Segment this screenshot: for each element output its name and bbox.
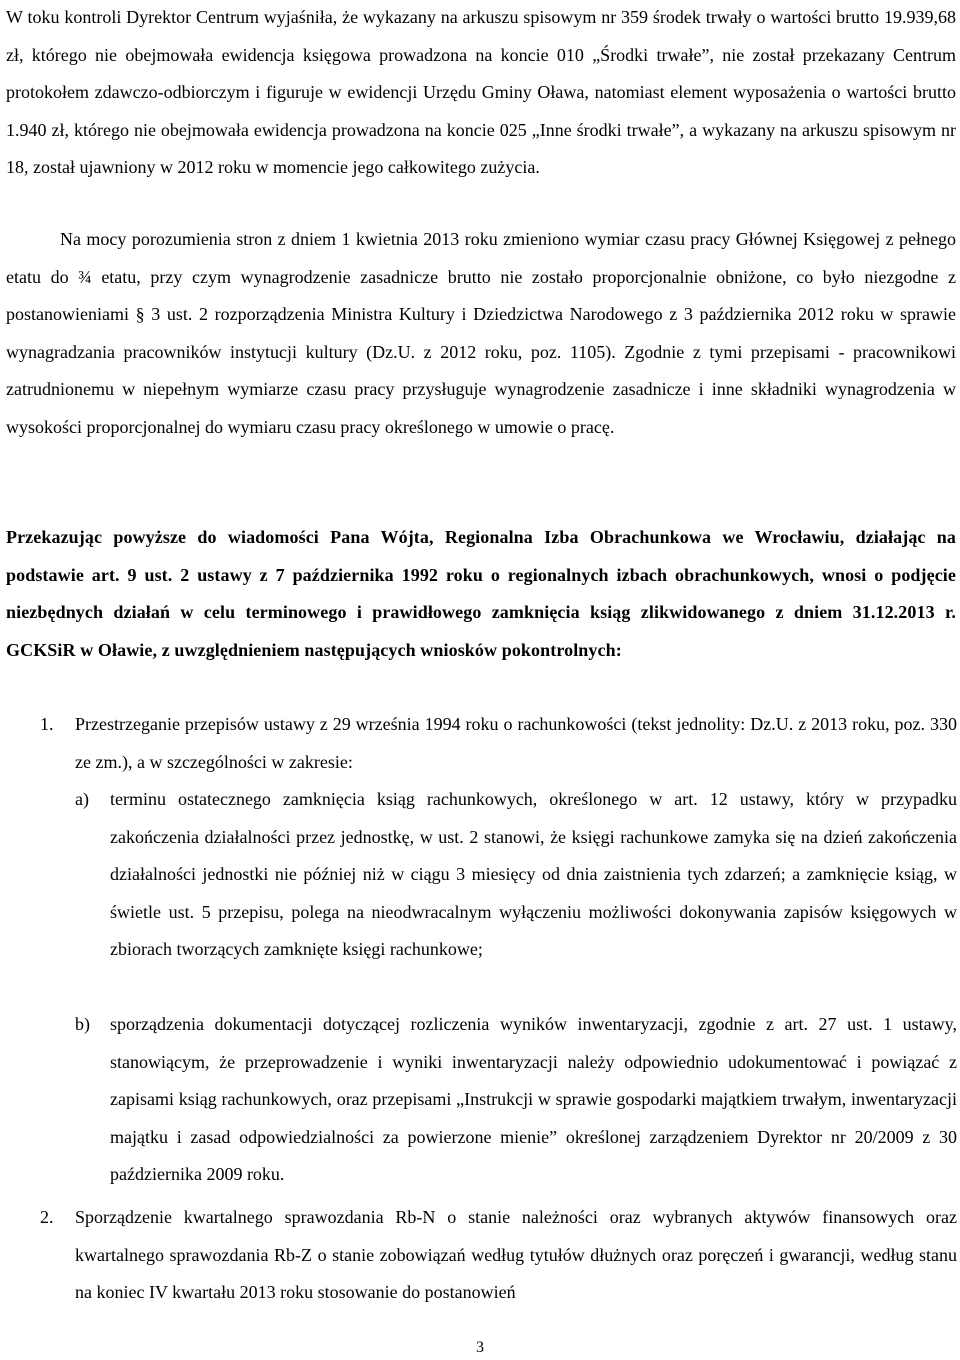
list-subitem-b: sporządzenia dokumentacji dotyczącej rozliczenia wyników inwentaryzacji, zgodnie z art. 27 ust. 1 ustawy, stanowiącym, że przeprowadzenie i wyniki inwentaryzacji należy odpowiednio udokumentować i powiązać z zapisami ksiąg rachunkowych, oraz przepisami „Instrukcji w sprawie gospodarki majątkiem trwałym, inwentaryzacji majątku i zasad odpowiedzialności za powierzone mienie” określonej zarządzeniem Dyrektor nr 20/2009 z 30 października 2009 roku. [110,1014,957,1184]
paragraph-inventory-explanation: W toku kontroli Dyrektor Centrum wyjaśniła, że wykazany na arkuszu spisowym nr 359 środek trwały o wartości brutto 19.939,68 zł, którego nie obejmowała ewidencja księgowa prowadzona na koncie 010 „Środki trwałe”, nie został przekazany Centrum protokołem zdawczo-odbiorczym i figuruje w ewidencji Urzędu Gminy Oława, natomiast element wyposażenia o wartości brutto 1.940 zł, którego nie obejmowała ewidencja prowadzona na koncie 025 „Inne środki trwałe”, a wykazany na arkuszu spisowym nr 18, został ujawniony w 2012 roku w momencie jego całkowitego zużycia. [6,7,956,177]
list-marker-2: 2. [40,1207,54,1227]
list-marker-1: 1. [40,714,54,734]
list-marker-a: a) [75,789,89,809]
paragraph-post-inspection-request: Przekazując powyższe do wiadomości Pana Wójta, Regionalna Izba Obrachunkowa we Wrocławiu, działając na podstawie art. 9 ust. 2 ustawy z 7 października 1992 roku o regionalnych izbach obrachunkowych, wnosi o podjęcie niezbędnych działań w celu terminowego i prawidłowego zamknięcia ksiąg zlikwidowanego z dniem 31.12.2013 r. GCKSiR w Oławie, z uwzględnieniem następujących wniosków pokontrolnych: [6,527,956,660]
list-subitem-a: terminu ostatecznego zamknięcia ksiąg rachunkowych, określonego w art. 12 ustawy, który w przypadku zakończenia działalności przez jednostkę, w ust. 2 stanowi, że księgi rachunkowe zamyka się na dzień zakończenia działalności jednostki nie później niż w ciągu 3 miesięcy od dnia zaistnienia tych zdarzeń; a zamknięcie ksiąg, w świetle ust. 5 przepisu, polega na nieodwracalnym wyłączeniu możliwości dokonywania zapisów księgowych w zbiorach tworzących zamknięte księgi rachunkowe; [110,789,957,959]
page-number: 3 [476,1339,484,1356]
list-item-2: Sporządzenie kwartalnego sprawozdania Rb-N o stanie należności oraz wybranych aktywów finansowych oraz kwartalnego sprawozdania Rb-Z o stanie zobowiązań według tytułów dłużnych oraz poręczeń i gwarancji, według stanu na koniec IV kwartału 2013 roku stosowanie do postanowień [75,1207,957,1302]
paragraph-working-time-change: Na mocy porozumienia stron z dniem 1 kwietnia 2013 roku zmieniono wymiar czasu pracy Głównej Księgowej z pełnego etatu do ¾ etatu, przy czym wynagrodzenie zasadnicze brutto nie zostało proporcjonalnie obniżone, co było niezgodne z postanowieniami § 3 ust. 2 rozporządzenia Ministra Kultury i Dziedzictwa Narodowego z 3 października 2012 roku w sprawie wynagradzania pracowników instytucji kultury (Dz.U. z 2012 roku, poz. 1105). Zgodnie z tymi przepisami - pracownikowi zatrudnionemu w niepełnym wymiarze czasu pracy przysługuje wynagrodzenie zasadnicze i inne składniki wynagrodzenia w wysokości proporcjonalnej do wymiaru czasu pracy określonego w umowie o pracę. [6,229,956,437]
list-marker-b: b) [75,1014,90,1034]
list-item-1: Przestrzeganie przepisów ustawy z 29 września 1994 roku o rachunkowości (tekst jednolity: Dz.U. z 2013 roku, poz. 330 ze zm.), a w szczególności w zakresie: [75,714,957,772]
